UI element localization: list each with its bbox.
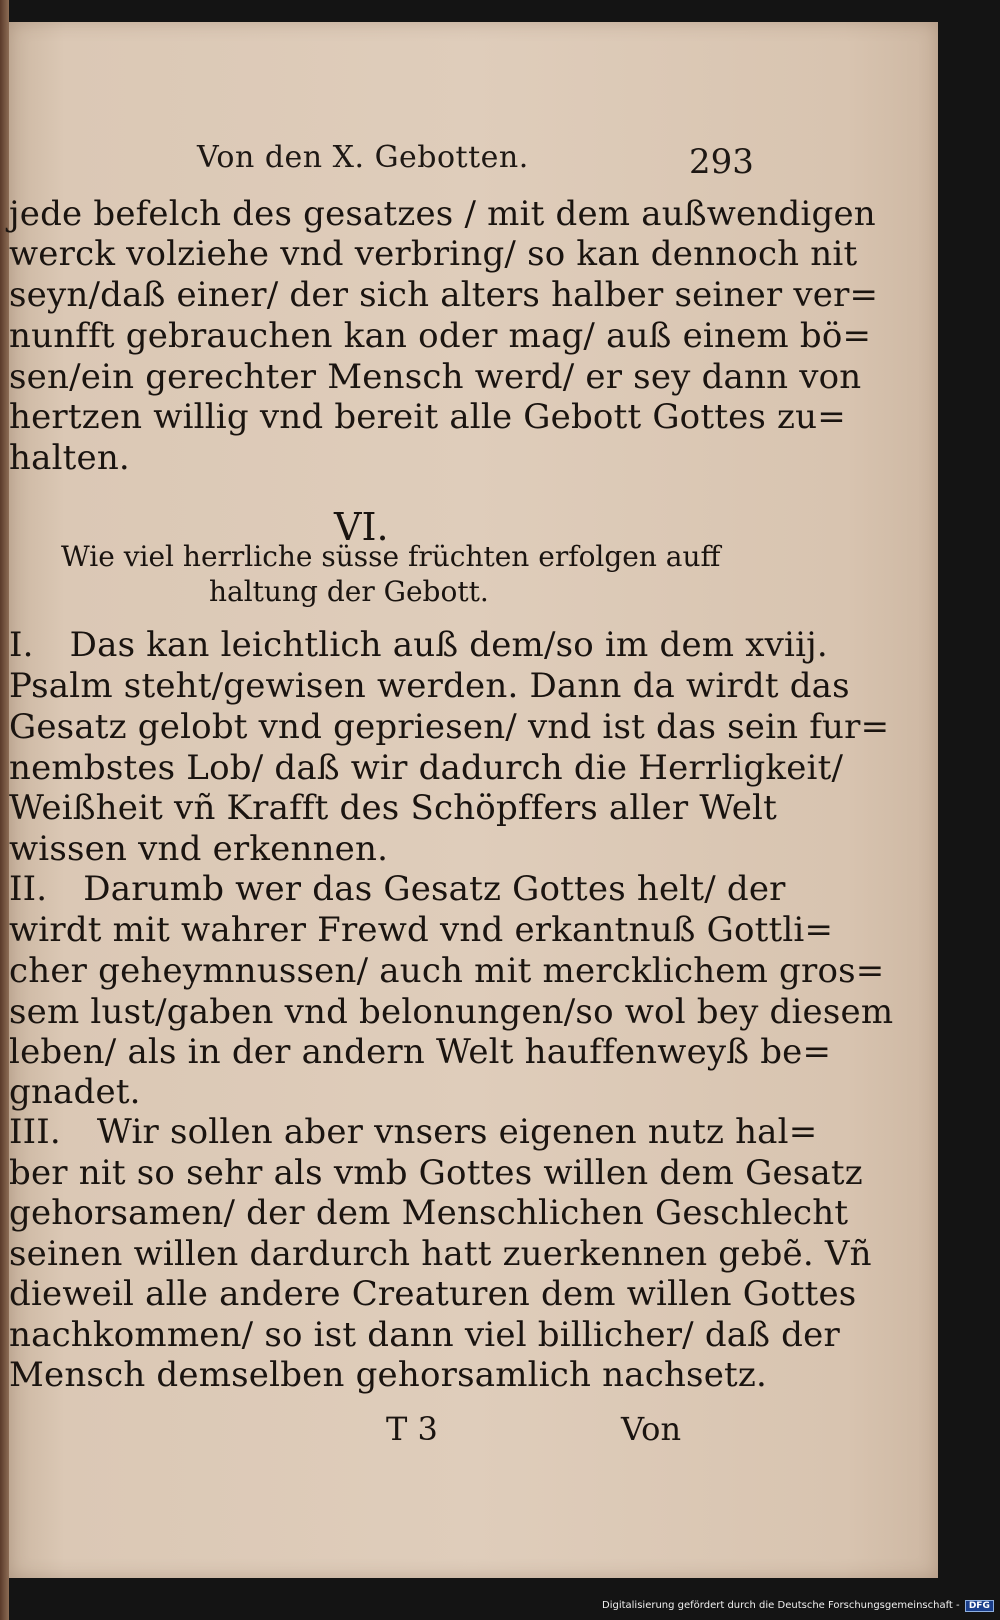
text-line: werck volziehe vnd verbring/ so kan dennoch nit	[9, 234, 858, 274]
text-line: hertzen willig vnd bereit alle Gebott Gottes zu=	[9, 397, 846, 437]
text-line: wissen vnd erkennen.	[9, 829, 389, 869]
signature-mark: T 3	[386, 1410, 438, 1448]
section-number: III.	[9, 1112, 61, 1152]
dfg-logo: DFG	[965, 1600, 994, 1612]
text-line: nunfft gebrauchen kan oder mag/ auß einem bö=	[9, 316, 872, 356]
text-line: seinen willen dardurch hatt zuerkennen gebẽ. Vñ	[9, 1234, 872, 1274]
digitization-credit	[602, 1600, 994, 1612]
text-line: Weißheit vñ Krafft des Schöpffers aller Welt	[9, 788, 777, 828]
book-page	[9, 22, 938, 1578]
page-number: 293	[689, 142, 754, 182]
chapter-numeral: VI.	[334, 505, 389, 549]
text-line: dieweil alle andere Creaturen dem willen Gottes	[9, 1274, 857, 1314]
page-footer	[9, 1410, 938, 1460]
text-line: Mensch demselben gehorsamlich nachsetz.	[9, 1355, 768, 1395]
book-edge	[0, 0, 9, 1620]
text-line: leben/ als in der andern Welt hauffenweyß be=	[9, 1032, 832, 1072]
section-number: I.	[9, 625, 34, 665]
page-header	[9, 140, 938, 190]
chapter-title: haltung der Gebott.	[209, 575, 489, 608]
text-line: sen/ein gerechter Mensch werd/ er sey dann von	[9, 357, 862, 397]
chapter-title: Wie viel herrliche süsse früchten erfolgen auff	[61, 540, 721, 573]
section-number: II.	[9, 869, 48, 909]
text-line: Gesatz gelobt vnd gepriesen/ vnd ist das sein fur=	[9, 707, 890, 747]
credit-text: Digitalisierung gefördert durch die Deutsche Forschungsgemeinschaft -	[602, 1600, 960, 1611]
catchword: Von	[621, 1410, 682, 1448]
text-line: jede befelch des gesatzes / mit dem außwendigen	[9, 194, 876, 234]
text-line: nachkommen/ so ist dann viel billicher/ daß der	[9, 1315, 840, 1355]
text-line: Psalm steht/gewisen werden. Dann da wirdt das	[9, 666, 850, 706]
text-line: I. Das kan leichtlich auß dem/so im dem xviij.	[9, 625, 828, 665]
text-line: halten.	[9, 438, 130, 478]
text-line: II. Darumb wer das Gesatz Gottes helt/ der	[9, 869, 786, 909]
text-line: wirdt mit wahrer Frewd vnd erkantnuß Gottli=	[9, 910, 834, 950]
text-line: nembstes Lob/ daß wir dadurch die Herrligkeit/	[9, 748, 844, 788]
text-line: gehorsamen/ der dem Menschlichen Geschlecht	[9, 1193, 849, 1233]
text-line: seyn/daß einer/ der sich alters halber seiner ver=	[9, 275, 879, 315]
text-line: sem lust/gaben vnd belonungen/so wol bey diesem	[9, 992, 894, 1032]
text-line: ber nit so sehr als vmb Gottes willen dem Gesatz	[9, 1153, 863, 1193]
text-line: III. Wir sollen aber vnsers eigenen nutz hal=	[9, 1112, 818, 1152]
text-line: gnadet.	[9, 1072, 141, 1112]
running-title: Von den X. Gebotten.	[197, 140, 529, 175]
text-line: cher geheymnussen/ auch mit mercklichem gros=	[9, 951, 885, 991]
